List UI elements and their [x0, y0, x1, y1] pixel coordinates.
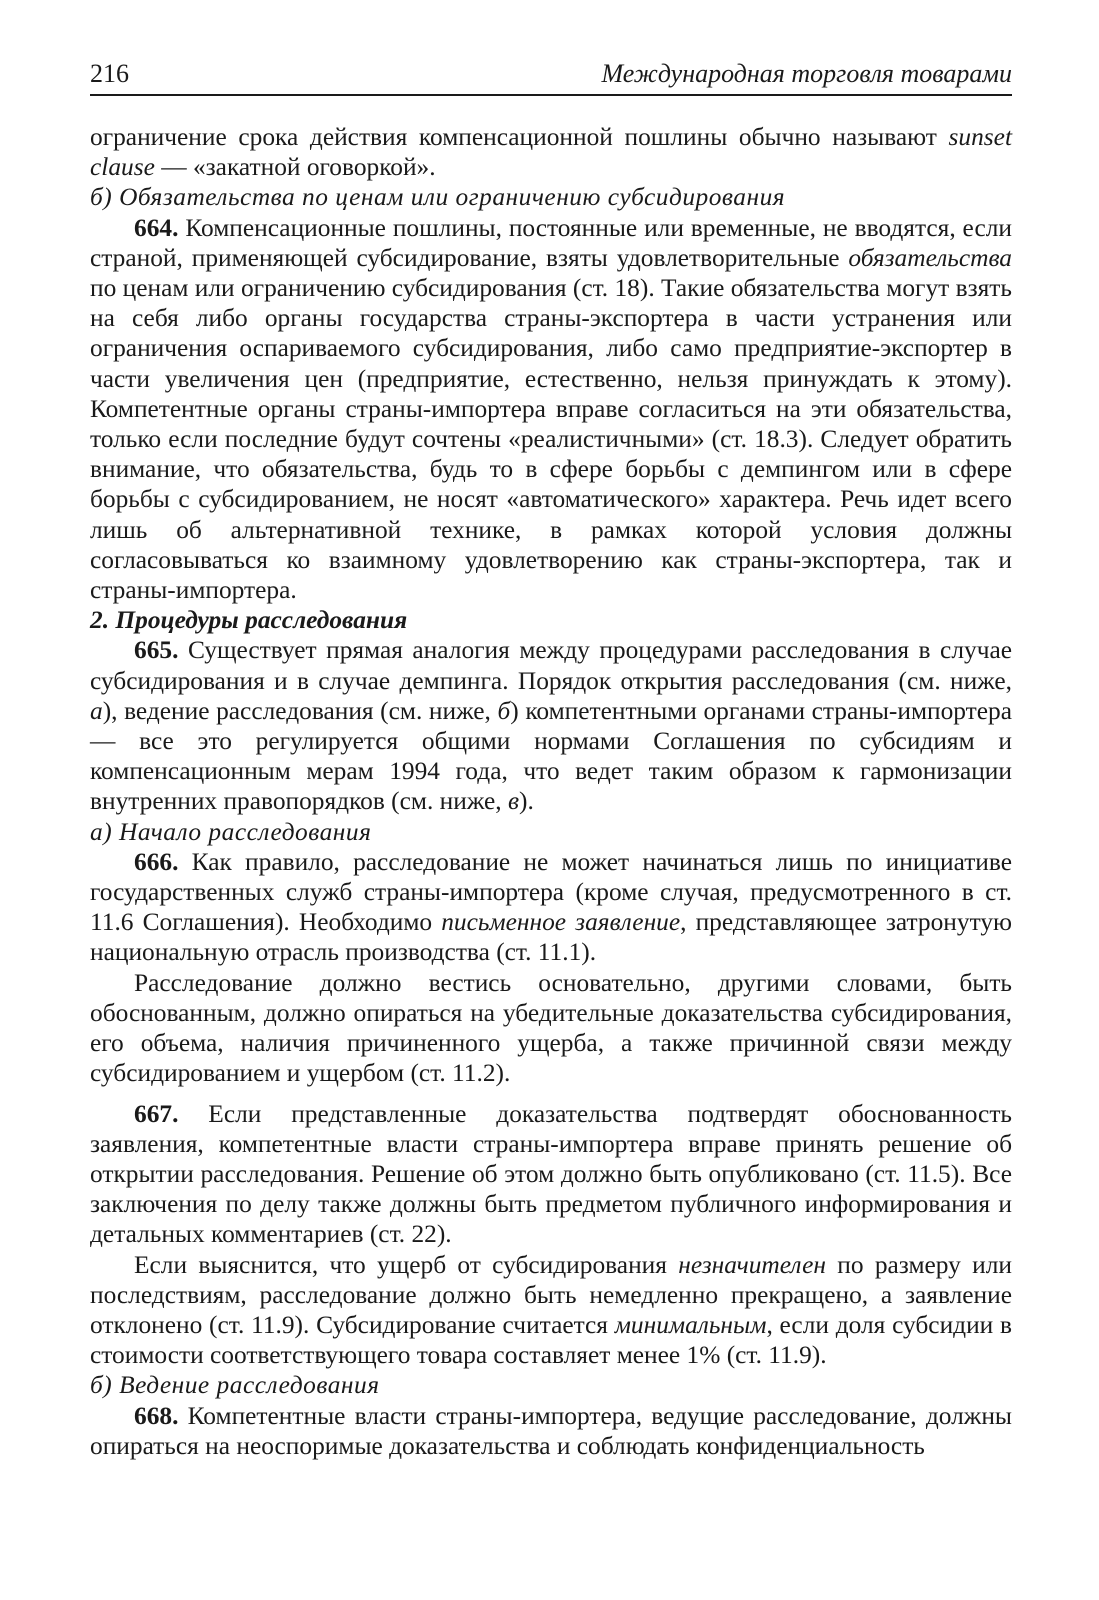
text-run: Если выяснится, что ущерб от субсидирования: [134, 1250, 679, 1279]
paragraph-number: 667.: [134, 1099, 179, 1128]
paragraph-666: [90, 847, 1012, 968]
paragraph-gap: [90, 1089, 1012, 1099]
page-number: 216: [90, 59, 129, 88]
italic-term: а: [90, 696, 103, 725]
book-page: [90, 58, 1012, 1461]
paragraph-number: 668.: [134, 1401, 179, 1430]
text-run: — «закатной оговоркой».: [154, 153, 436, 182]
text-run: Компенсационные пошлины, постоянные или временные, не вводятся, если страной, применяющей субсидирование, взяты удовлетворительные: [90, 213, 1012, 272]
italic-term: письменное заявление: [441, 908, 681, 937]
subsection-heading: б) Ведение расследования: [90, 1371, 380, 1400]
text-run: ) компетентными органами страны-импортера — все это регулируется общими нормами Соглашения по субсидиям и компенсационным мерам 1994 года, что ведет таким образом к гармонизации внутренних правопорядков (см. ниже,: [90, 696, 1012, 816]
text-run: Компетентные власти страны-импортера, ведущие расследование, должны опираться на неоспоримые доказательства и соблюдать конфиденциальность: [90, 1401, 1012, 1460]
text-run: Существует прямая аналогия между процедурами расследования в случае субсидирования и в случае демпинга. Порядок открытия расследования (см. ниже,: [90, 636, 1012, 695]
text-run: , если доля субсидии в стоимости соответствующего товара составляет менее 1% (ст. 11.9).: [90, 1310, 1012, 1370]
italic-term: обязательства: [848, 243, 1012, 272]
paragraph-667: [90, 1099, 1012, 1250]
text-run: ), ведение расследования (см. ниже,: [102, 696, 498, 725]
italic-term: б: [497, 696, 511, 725]
text-run: ограничение срока действия компенсационной пошлины обычно называют: [90, 123, 949, 151]
paragraph-667-continued: [90, 1250, 1012, 1371]
intro-paragraph: [90, 122, 1012, 182]
paragraph-number: 666.: [134, 847, 179, 876]
running-header: [90, 58, 1012, 96]
section-heading: 2. Процедуры расследования: [90, 606, 408, 635]
paragraph-668: [90, 1401, 1012, 1461]
text-run: ).: [519, 787, 534, 816]
italic-term: минимальным: [614, 1310, 767, 1339]
text-run: Как правило, расследование не может начинаться лишь по инициативе государственных служб страны-импортера (кроме случая, предусмотренного в ст. 11.6 Соглашения). Необходимо: [90, 847, 1012, 937]
paragraph-665: [90, 635, 1012, 816]
paragraph-664: [90, 213, 1012, 606]
subsection-heading: б) Обязательства по ценам или ограничению субсидирования: [90, 183, 786, 212]
body-text: [90, 122, 1012, 1461]
paragraph-number: 664.: [134, 213, 179, 242]
text-run: по размеру или последствиям, расследование должно быть немедленно прекращено, а заявление отклонено (ст. 11.9). Субсидирование считается: [90, 1250, 1012, 1339]
italic-term: незначителен: [678, 1250, 826, 1279]
italic-term: в: [508, 787, 520, 816]
italic-term: sunset clause: [90, 123, 1012, 182]
subsection-heading: а) Начало расследования: [90, 817, 372, 846]
text-run: , представляющее затронутую национальную отрасль производства (ст. 11.1).: [90, 908, 1013, 967]
running-title: Международная торговля товарами: [601, 59, 1012, 88]
text-run: Если представленные доказательства подтвердят обоснованность заявления, компетентные власти страны-импортера вправе принять решение об открытии расследования. Решение об этом должно быть опубликовано (ст. 11.5). Все заключения по делу также должны быть предметом публичного информирования и детальных комментариев (ст. 22).: [90, 1099, 1012, 1249]
paragraph-number: 665.: [134, 636, 179, 665]
text-run: по ценам или ограничению субсидирования (ст. 18). Такие обязательства могут взять на себя либо органы государства страны-экспортера в части устранения или ограничения оспариваемого субсидирования, либо само предприятие-экспортер в части увеличения цен (предприятие, естественно, нельзя принуждать к этому). Компетентные органы страны-импортера вправе согласиться на эти обязательства, только если последние будут сочтены «реалистичными» (ст. 18.3). Следует обратить внимание, что обязательства, будь то в сфере борьбы с демпингом или в сфере борьбы с субсидированием, не носят «автоматического» характера. Речь идет всего лишь об альтернативной технике, в рамках которой условия должны согласовываться ко взаимному удовлетворению как страны-экспортера, так и страны-импортера.: [90, 274, 1012, 605]
paragraph-666-continued: Расследование должно вестись основательно, другими словами, быть обоснованным, должно опираться на убедительные доказательства субсидирования, его объема, наличия причиненного ущерба, а также причинной связи между субсидированием и ущербом (ст. 11.2).: [90, 968, 1012, 1088]
